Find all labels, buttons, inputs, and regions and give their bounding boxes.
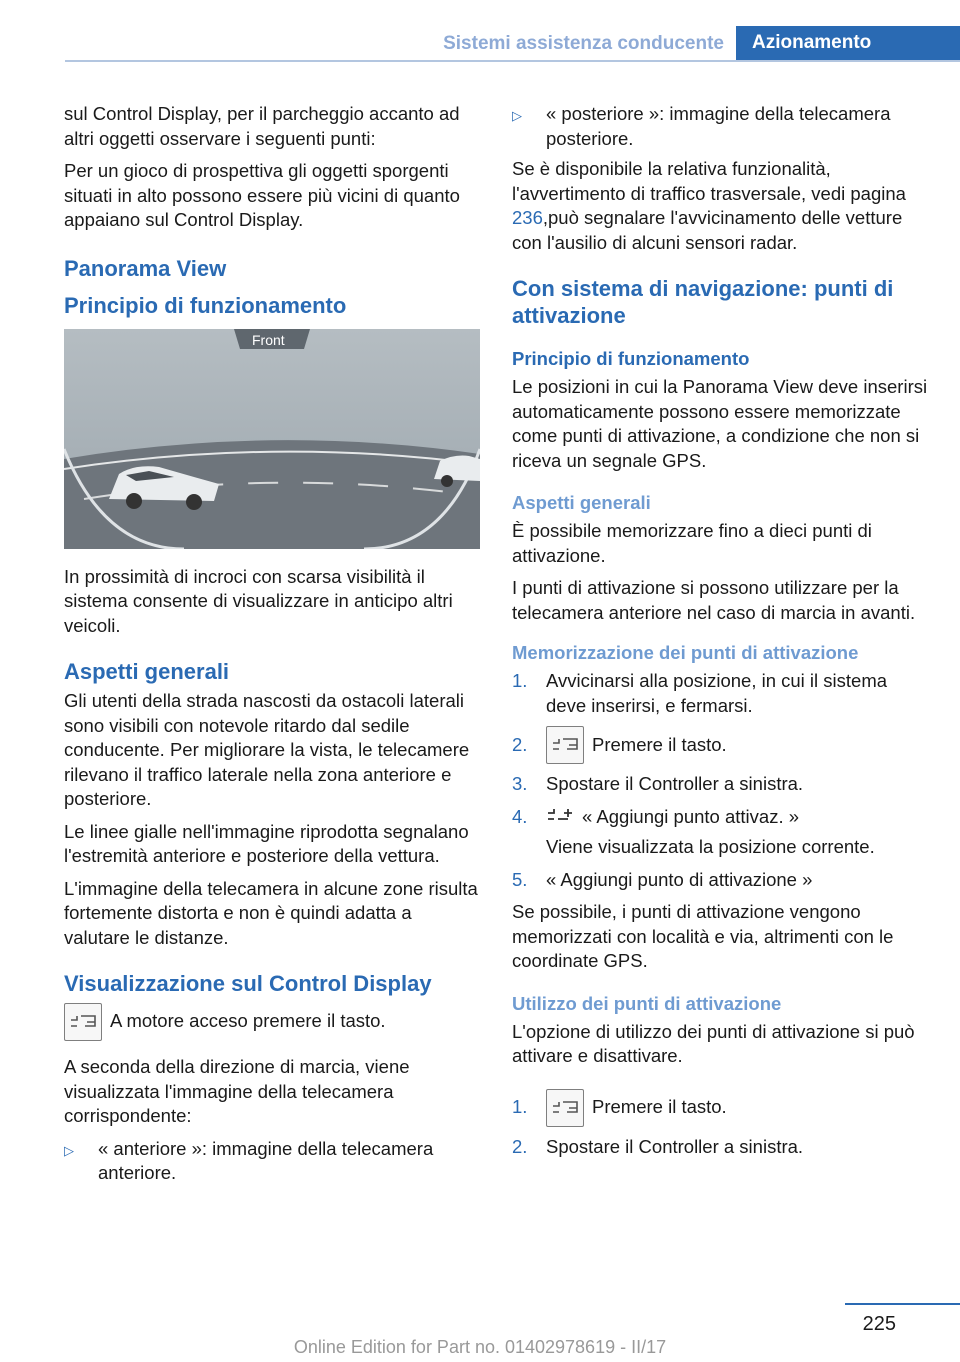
step-item [512, 726, 930, 764]
triangle-right-icon: ▷ [64, 1142, 74, 1158]
camera-button-icon [546, 1089, 584, 1127]
heading-aspetti: Aspetti generali [512, 492, 651, 513]
step-subtext: Viene visualizzata la posizione corrente. [546, 836, 875, 857]
right-column [512, 102, 930, 1167]
list-item-text: « anteriore »: immagine della telecamera anteriore. [98, 1137, 434, 1183]
paragraph: A seconda della direzione di marcia, viene visualizzata l'immagine della telecamera corrispondente: [64, 1056, 410, 1126]
paragraph: In prossimità di incroci con scarsa visibilità il sistema consente di visualizzare in anticipo altri veicoli. [64, 565, 453, 636]
step-item [512, 1089, 930, 1127]
heading-utilizzo: Utilizzo dei punti di attivazione [512, 992, 782, 1014]
step-number: 1. [512, 670, 528, 691]
list-item [64, 1137, 482, 1186]
step-number: 2. [512, 733, 528, 755]
heading-panorama-view: Panorama View [64, 255, 227, 281]
paragraph: Le linee gialle nell'immagine riprodotta segnalano l'estremità anteriore e posteriore della vettura. [64, 820, 469, 866]
button-instruction-text: A motore acceso premere il tasto. [110, 1009, 386, 1031]
paragraph: I punti di attivazione si possono utilizzare per la telecamera anteriore nel caso di marcia in avanti. [512, 577, 916, 623]
step-text: Premere il tasto. [592, 733, 727, 755]
header-rule [65, 60, 960, 62]
page-link[interactable]: 236 [512, 207, 543, 228]
paragraph: Per un gioco di prospettiva gli oggetti sporgenti situati in alto possono essere più vicini di quanto appaiano sul Control Display. [64, 160, 460, 230]
footer-edition: Online Edition for Part no. 01402978619 - II/17 [293, 1337, 667, 1357]
step-item [512, 1135, 930, 1160]
step-number: 2. [512, 1135, 528, 1157]
step-text: Avvicinarsi alla posizione, in cui il sistema deve inserirsi, e fermarsi. [546, 670, 888, 716]
paragraph: L'immagine della telecamera in alcune zone risulta fortemente distorta e non è quindi adatta a valutare le distanze. [64, 877, 478, 948]
step-number: 1. [512, 1096, 528, 1118]
list-item [512, 102, 930, 151]
header-section: Sistemi assistenza conducente [443, 33, 724, 54]
text: Se è disponibile la relativa funzionalità, l'avvertimento di traffico trasversale, vedi pagina [512, 158, 906, 204]
step-text: Spostare il Controller a sinistra. [546, 1135, 804, 1157]
header-chapter-tab: Azionamento [736, 26, 960, 62]
step-item [512, 868, 930, 893]
heading-memorizzazione: Memorizzazione dei punti di attivazione [512, 642, 859, 663]
front-label: Front [252, 331, 285, 348]
camera-button-icon [546, 726, 584, 764]
paragraph: L'opzione di utilizzo dei punti di attivazione si può attivare e disattivare. [512, 1020, 915, 1066]
paragraph: sul Control Display, per il parcheggio accanto ad altri oggetti osservare i seguenti punti: [64, 103, 460, 149]
heading-visualizzazione: Visualizzazione sul Control Display [64, 971, 432, 996]
page-number: 225 [862, 1313, 896, 1335]
step-text: « Aggiungi punto attivaz. » [582, 805, 800, 827]
paragraph: Gli utenti della strada nascosti da ostacoli laterali sono visibili con notevole ritardo dal sedile conducente. Per migliorare la vista, le telecamere rilevano il traffico laterale nella zona anteriore e posteriore. [64, 690, 470, 809]
text: ,può segnalare l'avvicinamento delle vetture con l'ausilio di alcuni sensori radar. [512, 207, 903, 253]
cross-traffic-paragraph [512, 157, 930, 255]
panorama-illustration [64, 329, 480, 549]
left-column [64, 102, 482, 1192]
step-number: 5. [512, 868, 528, 890]
list-item-text: « posteriore »: immagine della telecamera posteriore. [546, 103, 891, 149]
triangle-right-icon: ▷ [512, 108, 522, 123]
step-text: Premere il tasto. [592, 1096, 727, 1118]
paragraph: Le posizioni in cui la Panorama View deve inserirsi automaticamente possono essere memorizzate come punti di attivazione, a condizione che non si riceva un segnale GPS. [512, 376, 928, 471]
step-item [512, 772, 930, 797]
step-item [512, 805, 930, 832]
step-text: « Aggiungi punto di attivazione » [546, 868, 813, 890]
page-number-rule [845, 1303, 960, 1305]
heading-aspetti-generali: Aspetti generali [64, 659, 230, 684]
step-number: 3. [512, 773, 528, 794]
heading-principio: Principio di funzionamento [64, 292, 347, 318]
camera-button-icon [64, 1003, 102, 1041]
panorama-view-image [64, 329, 480, 549]
step-text: Spostare il Controller a sinistra. [546, 773, 804, 794]
step-number: 4. [512, 805, 528, 827]
add-point-icon [546, 805, 582, 832]
paragraph: È possibile memorizzare fino a dieci punti di attivazione. [512, 520, 872, 566]
heading-principio: Principio di funzionamento [512, 348, 750, 369]
heading-navigazione: Con sistema di navigazione: punti di attivazione [512, 276, 894, 328]
step-item [512, 669, 930, 718]
paragraph: Se possibile, i punti di attivazione vengono memorizzati con località e via, altrimenti con le coordinate GPS. [512, 901, 894, 971]
button-instruction [64, 1003, 482, 1041]
